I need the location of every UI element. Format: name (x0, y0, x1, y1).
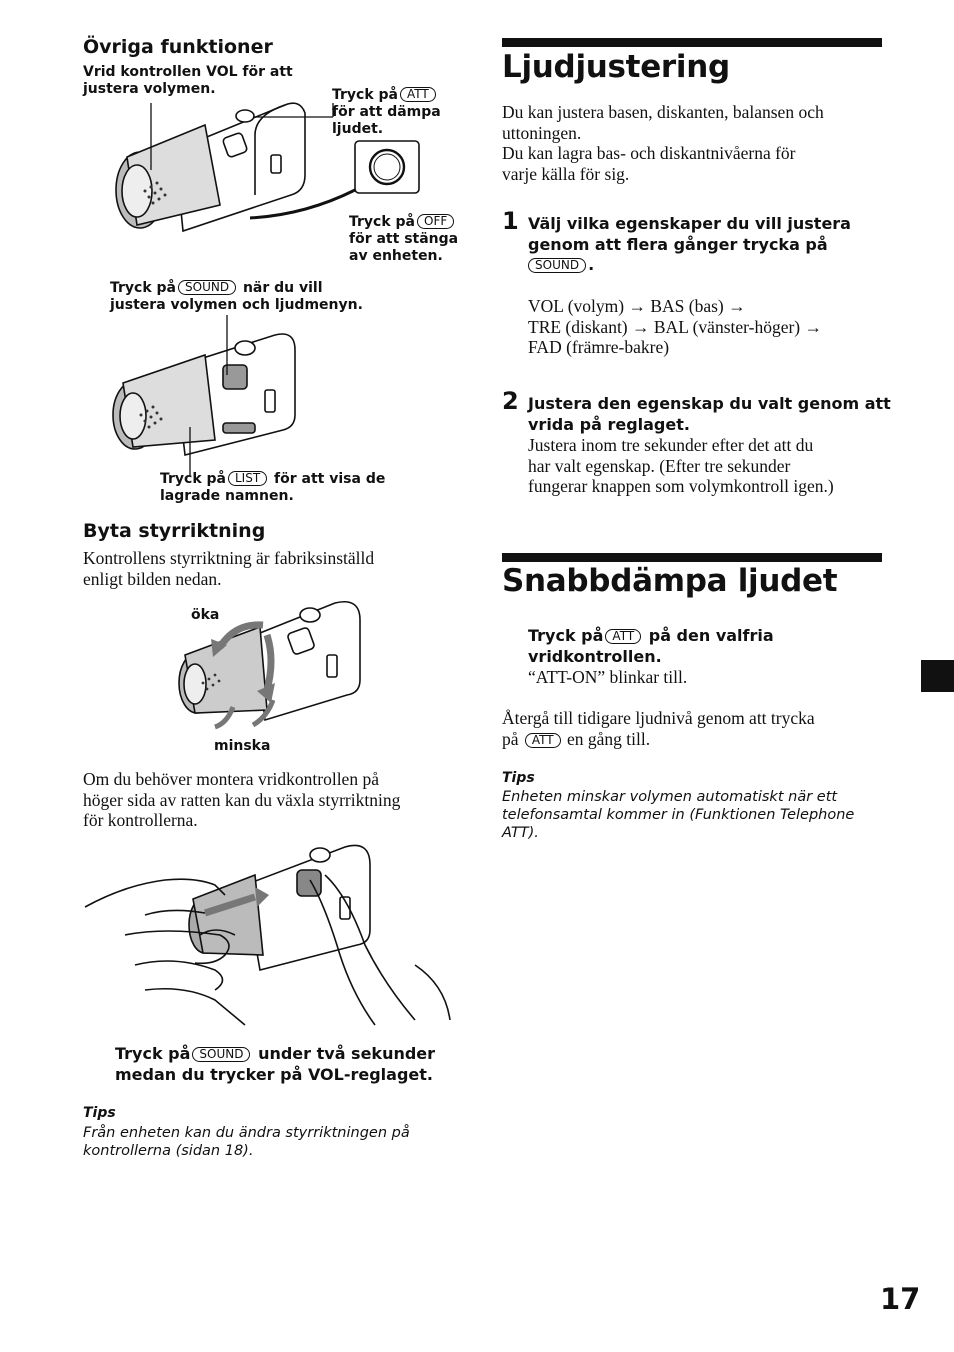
instr-post: under två sekunder (258, 1044, 436, 1063)
step2-body-line1: Justera inom tre sekunder efter det att du (528, 435, 814, 455)
para-line2: höger sida av ratten kan du växla styrriktning (83, 789, 401, 810)
heading-byta-styrriktning: Byta styrriktning (83, 520, 266, 542)
caption-att-line3: ljudet. (332, 121, 384, 137)
snabb-para-line1: Återgå till tidigare ljudnivå genom att trycka (502, 708, 815, 728)
snabb-instr-line2: vridkontrollen. (528, 646, 662, 666)
tips-text-right (502, 788, 854, 842)
tips-left-line1: Från enheten kan du ändra styrriktningen på (83, 1125, 410, 1141)
snabb-instruction (528, 626, 774, 667)
snabb-result: “ATT-ON” blinkar till. (528, 667, 688, 687)
step-2-number: 2 (502, 387, 519, 415)
caption-sound (110, 280, 363, 314)
chapter-tab-marker (921, 660, 954, 692)
instr-line2: medan du trycker på VOL-reglaget. (115, 1064, 433, 1084)
caption-off-pre: Tryck på (349, 214, 415, 230)
step-2-instruction (528, 394, 891, 435)
step-1-number: 1 (502, 207, 519, 235)
paragraph-montera (83, 769, 400, 831)
caption-vol-line1: Vrid kontrollen VOL för att (83, 64, 293, 80)
caption-vol (83, 64, 293, 98)
tips-heading-right: Tips (502, 770, 535, 786)
caption-list (160, 471, 385, 505)
label-oka: öka (191, 607, 220, 623)
instr-pre: Tryck på (115, 1044, 191, 1063)
ljud-intro-line3: Du kan lagra bas- och diskantnivåerna för (502, 143, 796, 163)
rotation-direction-illustration (175, 595, 365, 730)
heading-ovriga-funktioner: Övriga funktioner (83, 36, 273, 58)
step2-line1: Justera den egenskap du valt genom att (528, 394, 891, 413)
seq-line3: FAD (främre-bakre) (528, 337, 670, 357)
sound-key-label-2: SOUND (192, 1047, 250, 1062)
instruction-sound-vol (115, 1044, 435, 1085)
ljud-intro-line1: Du kan justera basen, diskanten, balansen och (502, 102, 824, 122)
seq-line1: VOL (volym) → BAS (bas) → (528, 296, 746, 316)
sound-key-label-3: SOUND (528, 258, 586, 273)
step-1-sequence (528, 296, 822, 358)
caption-att-line2: för att dämpa (332, 104, 441, 120)
label-minska: minska (214, 738, 271, 754)
caption-vol-line2: justera volymen. (83, 81, 216, 97)
title-rule-ljud (502, 38, 882, 47)
snabb-paragraph (502, 708, 815, 749)
tips-left-line2: kontrollerna (sidan 18). (83, 1143, 254, 1159)
off-key-label: OFF (417, 214, 454, 229)
snabb-instr-post: på den valfria (648, 626, 774, 645)
caption-list-pre: Tryck på (160, 471, 226, 487)
att-key-label-3: ATT (525, 733, 561, 748)
rotary-commander-illustration-2 (105, 315, 305, 475)
para-line1: Om du behöver montera vridkontrollen på (83, 769, 379, 789)
ljud-intro-line4: varje källa för sig. (502, 163, 630, 184)
tips-right-line2: telefonsamtal kommer in (Funktionen Telephone (502, 807, 855, 823)
rotary-commander-illustration-1 (105, 95, 440, 280)
title-snabbdampa: Snabbdämpa ljudet (502, 563, 838, 599)
step-2-body (528, 435, 834, 497)
step2-body-line2: har valt egenskap. (Efter tre sekunder (528, 455, 791, 476)
tips-right-line3: ATT). (502, 825, 539, 841)
list-key-label: LIST (228, 471, 267, 486)
page-number: 17 (880, 1282, 921, 1316)
step-1-instruction: Välj vilka egenskaper du vill justera genom att flera gånger trycka på SOUND . (528, 214, 851, 274)
ljud-intro (502, 102, 824, 184)
caption-off-line3: av enheten. (349, 248, 443, 264)
step1-line2: genom att flera gånger trycka på (528, 234, 828, 254)
tips-right-line1: Enheten minskar volymen automatiskt när ett (502, 789, 838, 805)
title-ljudjustering: Ljudjustering (502, 49, 730, 85)
snabb-para-pre: på (502, 728, 519, 749)
tips-heading-left: Tips (83, 1105, 116, 1121)
intro-styrriktning (83, 548, 374, 589)
caption-att-pre: Tryck på (332, 87, 398, 103)
intro-line2: enligt bilden nedan. (83, 568, 222, 589)
caption-sound-line2: justera volymen och ljudmenyn. (110, 297, 363, 313)
caption-off-line2: för att stänga (349, 231, 459, 247)
snabb-para-post: en gång till. (567, 728, 651, 749)
hands-pressing-illustration (85, 835, 455, 1025)
para-line3: för kontrollerna. (83, 810, 198, 830)
att-key-label-2: ATT (605, 629, 641, 644)
tips-text-left (83, 1124, 410, 1160)
step2-body-line3: fungerar knappen som volymkontroll igen.) (528, 476, 834, 496)
att-key-label: ATT (400, 87, 436, 102)
step2-line2: vrida på reglaget. (528, 414, 690, 434)
caption-sound-post: när du vill (242, 280, 323, 296)
seq-line2: TRE (diskant) → BAL (vänster-höger) → (528, 316, 822, 337)
caption-list-post: för att visa de (274, 471, 386, 487)
title-rule-snabb (502, 553, 882, 562)
snabb-instr-pre: Tryck på (528, 626, 604, 645)
step1-line1: Välj vilka egenskaper du vill justera (528, 214, 851, 233)
intro-line1: Kontrollens styrriktning är fabriksinställd (83, 548, 375, 568)
sound-key-label: SOUND (178, 280, 236, 295)
caption-sound-pre: Tryck på (110, 280, 176, 296)
caption-list-line2: lagrade namnen. (160, 488, 294, 504)
ljud-intro-line2: uttoningen. (502, 122, 582, 143)
